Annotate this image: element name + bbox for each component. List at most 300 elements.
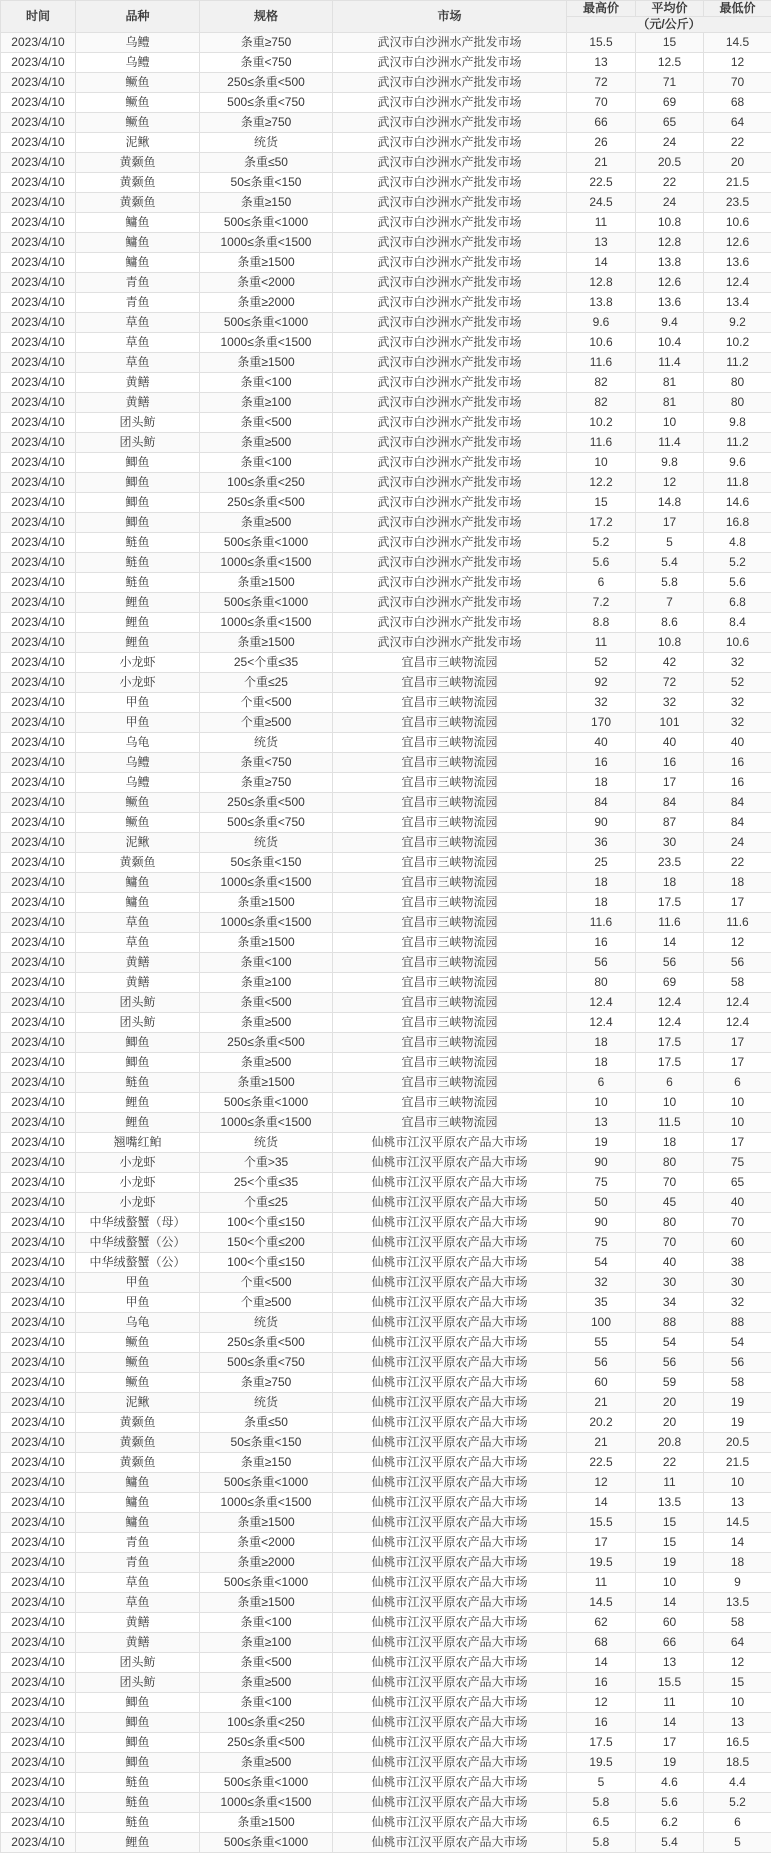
cell-species: 鳙鱼 (76, 893, 200, 913)
cell-max-price: 5.2 (567, 533, 636, 553)
cell-min-price: 80 (704, 393, 771, 413)
cell-spec: 条重<2000 (200, 1533, 333, 1553)
cell-species: 青鱼 (76, 1553, 200, 1573)
cell-market: 宜昌市三峡物流园 (333, 1053, 567, 1073)
cell-species: 乌鳢 (76, 53, 200, 73)
cell-market: 宜昌市三峡物流园 (333, 773, 567, 793)
cell-species: 鲫鱼 (76, 1713, 200, 1733)
cell-max-price: 10.2 (567, 413, 636, 433)
cell-min-price: 14.5 (704, 33, 771, 53)
cell-avg-price: 20.8 (636, 1433, 704, 1453)
cell-time: 2023/4/10 (1, 153, 76, 173)
cell-max-price: 5.6 (567, 553, 636, 573)
table-row (1, 1393, 771, 1413)
cell-min-price: 58 (704, 973, 771, 993)
cell-max-price: 75 (567, 1173, 636, 1193)
cell-time: 2023/4/10 (1, 1113, 76, 1133)
cell-spec: 条重≥1500 (200, 633, 333, 653)
table-row (1, 373, 771, 393)
cell-time: 2023/4/10 (1, 993, 76, 1013)
table-row (1, 653, 771, 673)
cell-species: 黄颡鱼 (76, 1413, 200, 1433)
cell-species: 鲢鱼 (76, 573, 200, 593)
cell-max-price: 56 (567, 1353, 636, 1373)
cell-market: 仙桃市江汉平原农产品大市场 (333, 1593, 567, 1613)
cell-max-price: 24.5 (567, 193, 636, 213)
cell-min-price: 70 (704, 1213, 771, 1233)
cell-spec: 个重>35 (200, 1153, 333, 1173)
cell-avg-price: 13.6 (636, 293, 704, 313)
cell-species: 鳜鱼 (76, 793, 200, 813)
cell-species: 鳜鱼 (76, 73, 200, 93)
cell-spec: 250≤条重<500 (200, 793, 333, 813)
cell-time: 2023/4/10 (1, 413, 76, 433)
cell-min-price: 16 (704, 753, 771, 773)
cell-min-price: 4.4 (704, 1773, 771, 1793)
cell-spec: 500≤条重<1000 (200, 1093, 333, 1113)
table-row (1, 1493, 771, 1513)
cell-spec: 条重≥750 (200, 773, 333, 793)
table-row (1, 193, 771, 213)
table-row (1, 1433, 771, 1453)
cell-market: 武汉市白沙洲水产批发市场 (333, 213, 567, 233)
cell-market: 仙桃市江汉平原农产品大市场 (333, 1813, 567, 1833)
cell-spec: 100<个重≤150 (200, 1213, 333, 1233)
cell-time: 2023/4/10 (1, 393, 76, 413)
table-row (1, 893, 771, 913)
table-row (1, 1333, 771, 1353)
cell-min-price: 14.6 (704, 493, 771, 513)
cell-time: 2023/4/10 (1, 1253, 76, 1273)
cell-min-price: 54 (704, 1333, 771, 1353)
cell-min-price: 5.6 (704, 573, 771, 593)
table-row (1, 593, 771, 613)
cell-min-price: 17 (704, 1053, 771, 1073)
cell-max-price: 100 (567, 1313, 636, 1333)
cell-market: 宜昌市三峡物流园 (333, 693, 567, 713)
cell-spec: 个重<500 (200, 693, 333, 713)
cell-spec: 条重≥150 (200, 193, 333, 213)
cell-time: 2023/4/10 (1, 1713, 76, 1733)
table-row (1, 993, 771, 1013)
cell-min-price: 20 (704, 153, 771, 173)
cell-market: 武汉市白沙洲水产批发市场 (333, 73, 567, 93)
cell-min-price: 23.5 (704, 193, 771, 213)
table-row (1, 313, 771, 333)
cell-spec: 条重≥1500 (200, 1513, 333, 1533)
cell-spec: 条重≥1500 (200, 1813, 333, 1833)
table-row (1, 1813, 771, 1833)
table-row (1, 1553, 771, 1573)
cell-time: 2023/4/10 (1, 293, 76, 313)
cell-avg-price: 81 (636, 393, 704, 413)
cell-spec: 条重≥1500 (200, 253, 333, 273)
cell-time: 2023/4/10 (1, 353, 76, 373)
cell-time: 2023/4/10 (1, 1773, 76, 1793)
cell-spec: 500≤条重<750 (200, 813, 333, 833)
cell-market: 仙桃市江汉平原农产品大市场 (333, 1193, 567, 1213)
cell-max-price: 68 (567, 1633, 636, 1653)
cell-min-price: 58 (704, 1373, 771, 1393)
cell-min-price: 58 (704, 1613, 771, 1633)
cell-market: 仙桃市江汉平原农产品大市场 (333, 1233, 567, 1253)
cell-avg-price: 40 (636, 1253, 704, 1273)
cell-avg-price: 45 (636, 1193, 704, 1213)
cell-spec: 1000≤条重<1500 (200, 1493, 333, 1513)
cell-spec: 条重≥500 (200, 1053, 333, 1073)
cell-market: 武汉市白沙洲水产批发市场 (333, 53, 567, 73)
cell-avg-price: 12.6 (636, 273, 704, 293)
cell-min-price: 22 (704, 133, 771, 153)
table-row (1, 173, 771, 193)
cell-market: 仙桃市江汉平原农产品大市场 (333, 1753, 567, 1773)
cell-avg-price: 17.5 (636, 1033, 704, 1053)
cell-max-price: 14 (567, 1493, 636, 1513)
table-row (1, 473, 771, 493)
cell-max-price: 12 (567, 1693, 636, 1713)
cell-min-price: 19 (704, 1393, 771, 1413)
table-row (1, 1273, 771, 1293)
cell-avg-price: 22 (636, 1453, 704, 1473)
cell-max-price: 32 (567, 1273, 636, 1293)
table-header (1, 1, 771, 33)
table-row (1, 813, 771, 833)
cell-market: 宜昌市三峡物流园 (333, 1013, 567, 1033)
cell-min-price: 4.8 (704, 533, 771, 553)
cell-time: 2023/4/10 (1, 373, 76, 393)
cell-min-price: 10.2 (704, 333, 771, 353)
cell-max-price: 26 (567, 133, 636, 153)
cell-max-price: 11 (567, 633, 636, 653)
cell-avg-price: 13.8 (636, 253, 704, 273)
cell-species: 黄鳝 (76, 373, 200, 393)
cell-time: 2023/4/10 (1, 753, 76, 773)
cell-market: 武汉市白沙洲水产批发市场 (333, 113, 567, 133)
cell-max-price: 18 (567, 1053, 636, 1073)
cell-time: 2023/4/10 (1, 933, 76, 953)
cell-species: 草鱼 (76, 313, 200, 333)
cell-spec: 条重≥1500 (200, 933, 333, 953)
cell-avg-price: 11.4 (636, 353, 704, 373)
cell-market: 仙桃市江汉平原农产品大市场 (333, 1133, 567, 1153)
table-row (1, 1593, 771, 1613)
cell-time: 2023/4/10 (1, 93, 76, 113)
cell-max-price: 18 (567, 893, 636, 913)
cell-max-price: 11.6 (567, 433, 636, 453)
cell-max-price: 17.5 (567, 1733, 636, 1753)
cell-market: 武汉市白沙洲水产批发市场 (333, 273, 567, 293)
cell-species: 甲鱼 (76, 1293, 200, 1313)
cell-max-price: 12 (567, 1473, 636, 1493)
table-row (1, 1233, 771, 1253)
cell-market: 仙桃市江汉平原农产品大市场 (333, 1793, 567, 1813)
cell-market: 仙桃市江汉平原农产品大市场 (333, 1313, 567, 1333)
cell-market: 武汉市白沙洲水产批发市场 (333, 193, 567, 213)
cell-species: 小龙虾 (76, 673, 200, 693)
cell-max-price: 60 (567, 1373, 636, 1393)
cell-species: 鲤鱼 (76, 1113, 200, 1133)
cell-spec: 100≤条重<250 (200, 473, 333, 493)
cell-species: 甲鱼 (76, 693, 200, 713)
cell-market: 仙桃市江汉平原农产品大市场 (333, 1433, 567, 1453)
cell-min-price: 13.5 (704, 1593, 771, 1613)
cell-max-price: 80 (567, 973, 636, 993)
cell-max-price: 10.6 (567, 333, 636, 353)
cell-min-price: 13 (704, 1493, 771, 1513)
cell-species: 鲢鱼 (76, 533, 200, 553)
cell-spec: 条重<100 (200, 1693, 333, 1713)
cell-min-price: 6 (704, 1073, 771, 1093)
cell-time: 2023/4/10 (1, 513, 76, 533)
cell-time: 2023/4/10 (1, 173, 76, 193)
cell-avg-price: 8.6 (636, 613, 704, 633)
cell-max-price: 11.6 (567, 353, 636, 373)
cell-avg-price: 17 (636, 773, 704, 793)
cell-max-price: 52 (567, 653, 636, 673)
cell-species: 团头鲂 (76, 1013, 200, 1033)
cell-species: 黄鳝 (76, 973, 200, 993)
cell-avg-price: 42 (636, 653, 704, 673)
cell-species: 团头鲂 (76, 433, 200, 453)
cell-market: 宜昌市三峡物流园 (333, 853, 567, 873)
table-row (1, 1713, 771, 1733)
cell-spec: 统货 (200, 1393, 333, 1413)
cell-time: 2023/4/10 (1, 593, 76, 613)
cell-spec: 1000≤条重<1500 (200, 333, 333, 353)
cell-time: 2023/4/10 (1, 1473, 76, 1493)
cell-time: 2023/4/10 (1, 1313, 76, 1333)
cell-species: 鲫鱼 (76, 1693, 200, 1713)
cell-market: 宜昌市三峡物流园 (333, 993, 567, 1013)
cell-spec: 条重≥150 (200, 1453, 333, 1473)
table-row (1, 1073, 771, 1093)
cell-species: 小龙虾 (76, 1193, 200, 1213)
cell-max-price: 7.2 (567, 593, 636, 613)
cell-avg-price: 5 (636, 533, 704, 553)
cell-time: 2023/4/10 (1, 1073, 76, 1093)
cell-max-price: 15 (567, 493, 636, 513)
cell-time: 2023/4/10 (1, 253, 76, 273)
table-row (1, 1193, 771, 1213)
cell-spec: 500≤条重<1000 (200, 1573, 333, 1593)
cell-time: 2023/4/10 (1, 633, 76, 653)
cell-avg-price: 60 (636, 1613, 704, 1633)
cell-avg-price: 87 (636, 813, 704, 833)
table-row (1, 493, 771, 513)
cell-min-price: 32 (704, 1293, 771, 1313)
table-body (1, 33, 771, 1853)
cell-market: 仙桃市江汉平原农产品大市场 (333, 1213, 567, 1233)
cell-time: 2023/4/10 (1, 1613, 76, 1633)
cell-max-price: 13 (567, 1113, 636, 1133)
cell-time: 2023/4/10 (1, 1273, 76, 1293)
cell-spec: 1000≤条重<1500 (200, 1113, 333, 1133)
cell-species: 黄鳝 (76, 1633, 200, 1653)
cell-market: 武汉市白沙洲水产批发市场 (333, 133, 567, 153)
cell-market: 宜昌市三峡物流园 (333, 833, 567, 853)
cell-max-price: 32 (567, 693, 636, 713)
cell-market: 仙桃市江汉平原农产品大市场 (333, 1533, 567, 1553)
cell-species: 黄颡鱼 (76, 1453, 200, 1473)
cell-avg-price: 11 (636, 1473, 704, 1493)
cell-min-price: 8.4 (704, 613, 771, 633)
cell-max-price: 82 (567, 393, 636, 413)
cell-max-price: 5.8 (567, 1833, 636, 1853)
cell-avg-price: 14.8 (636, 493, 704, 513)
table-row (1, 393, 771, 413)
table-row (1, 933, 771, 953)
cell-avg-price: 14 (636, 933, 704, 953)
table-row (1, 1293, 771, 1313)
cell-avg-price: 81 (636, 373, 704, 393)
cell-spec: 条重<2000 (200, 273, 333, 293)
cell-min-price: 10 (704, 1093, 771, 1113)
table-row (1, 233, 771, 253)
cell-max-price: 21 (567, 153, 636, 173)
cell-min-price: 9 (704, 1573, 771, 1593)
cell-market: 宜昌市三峡物流园 (333, 1113, 567, 1133)
cell-spec: 500≤条重<1000 (200, 593, 333, 613)
cell-avg-price: 20 (636, 1413, 704, 1433)
cell-max-price: 8.8 (567, 613, 636, 633)
table-row (1, 1693, 771, 1713)
cell-species: 中华绒螯蟹（母） (76, 1213, 200, 1233)
cell-max-price: 16 (567, 933, 636, 953)
cell-min-price: 32 (704, 693, 771, 713)
cell-avg-price: 6 (636, 1073, 704, 1093)
cell-spec: 50≤条重<150 (200, 173, 333, 193)
cell-max-price: 92 (567, 673, 636, 693)
cell-market: 仙桃市江汉平原农产品大市场 (333, 1453, 567, 1473)
cell-avg-price: 17.5 (636, 893, 704, 913)
cell-time: 2023/4/10 (1, 233, 76, 253)
cell-min-price: 84 (704, 813, 771, 833)
cell-spec: 条重≤50 (200, 153, 333, 173)
col-header-max-price: 最高价 (567, 1, 636, 17)
cell-time: 2023/4/10 (1, 73, 76, 93)
cell-species: 乌龟 (76, 1313, 200, 1333)
cell-species: 中华绒螯蟹（公） (76, 1253, 200, 1273)
cell-spec: 条重≥750 (200, 113, 333, 133)
cell-market: 武汉市白沙洲水产批发市场 (333, 393, 567, 413)
cell-market: 武汉市白沙洲水产批发市场 (333, 313, 567, 333)
cell-market: 宜昌市三峡物流园 (333, 1073, 567, 1093)
cell-min-price: 17 (704, 1033, 771, 1053)
cell-species: 黄颡鱼 (76, 193, 200, 213)
table-row (1, 773, 771, 793)
cell-spec: 50≤条重<150 (200, 1433, 333, 1453)
cell-spec: 条重<100 (200, 953, 333, 973)
cell-time: 2023/4/10 (1, 813, 76, 833)
cell-avg-price: 66 (636, 1633, 704, 1653)
cell-species: 黄颡鱼 (76, 173, 200, 193)
cell-market: 武汉市白沙洲水产批发市场 (333, 493, 567, 513)
cell-max-price: 6 (567, 1073, 636, 1093)
cell-species: 青鱼 (76, 1533, 200, 1553)
cell-species: 鲫鱼 (76, 513, 200, 533)
cell-max-price: 14.5 (567, 1593, 636, 1613)
cell-species: 鲫鱼 (76, 493, 200, 513)
cell-time: 2023/4/10 (1, 1673, 76, 1693)
cell-species: 黄鳝 (76, 393, 200, 413)
cell-avg-price: 14 (636, 1593, 704, 1613)
cell-avg-price: 56 (636, 953, 704, 973)
cell-species: 黄颡鱼 (76, 1433, 200, 1453)
cell-avg-price: 10.8 (636, 633, 704, 653)
table-row (1, 1753, 771, 1773)
cell-spec: 条重≥500 (200, 1013, 333, 1033)
cell-time: 2023/4/10 (1, 113, 76, 133)
cell-avg-price: 9.4 (636, 313, 704, 333)
cell-spec: 条重<750 (200, 753, 333, 773)
cell-avg-price: 7 (636, 593, 704, 613)
cell-avg-price: 14 (636, 1713, 704, 1733)
cell-time: 2023/4/10 (1, 1653, 76, 1673)
table-row (1, 1793, 771, 1813)
cell-market: 仙桃市江汉平原农产品大市场 (333, 1833, 567, 1853)
cell-avg-price: 15 (636, 1533, 704, 1553)
cell-max-price: 14 (567, 253, 636, 273)
cell-avg-price: 17 (636, 1733, 704, 1753)
cell-market: 仙桃市江汉平原农产品大市场 (333, 1693, 567, 1713)
cell-species: 鲢鱼 (76, 1813, 200, 1833)
cell-max-price: 9.6 (567, 313, 636, 333)
cell-avg-price: 20 (636, 1393, 704, 1413)
cell-time: 2023/4/10 (1, 793, 76, 813)
cell-market: 宜昌市三峡物流园 (333, 933, 567, 953)
cell-avg-price: 12.5 (636, 53, 704, 73)
cell-species: 鳜鱼 (76, 1333, 200, 1353)
cell-max-price: 12.4 (567, 1013, 636, 1033)
cell-species: 黄颡鱼 (76, 853, 200, 873)
cell-avg-price: 10.4 (636, 333, 704, 353)
table-row (1, 1313, 771, 1333)
cell-species: 鲢鱼 (76, 1073, 200, 1093)
cell-species: 鳙鱼 (76, 233, 200, 253)
cell-species: 乌鳢 (76, 33, 200, 53)
cell-species: 鲢鱼 (76, 1793, 200, 1813)
cell-spec: 条重≥100 (200, 973, 333, 993)
cell-avg-price: 11.6 (636, 913, 704, 933)
cell-species: 鲢鱼 (76, 553, 200, 573)
cell-max-price: 90 (567, 1213, 636, 1233)
cell-spec: 条重≥100 (200, 1633, 333, 1653)
cell-max-price: 20.2 (567, 1413, 636, 1433)
cell-min-price: 70 (704, 73, 771, 93)
cell-spec: 25<个重≤35 (200, 1173, 333, 1193)
cell-avg-price: 17.5 (636, 1053, 704, 1073)
table-row (1, 573, 771, 593)
cell-time: 2023/4/10 (1, 133, 76, 153)
table-row (1, 1213, 771, 1233)
cell-time: 2023/4/10 (1, 653, 76, 673)
cell-avg-price: 13 (636, 1653, 704, 1673)
table-row (1, 913, 771, 933)
cell-market: 仙桃市江汉平原农产品大市场 (333, 1713, 567, 1733)
cell-avg-price: 12 (636, 473, 704, 493)
cell-market: 仙桃市江汉平原农产品大市场 (333, 1613, 567, 1633)
cell-avg-price: 70 (636, 1173, 704, 1193)
cell-max-price: 72 (567, 73, 636, 93)
cell-market: 武汉市白沙洲水产批发市场 (333, 93, 567, 113)
cell-spec: 条重≥1500 (200, 353, 333, 373)
table-row (1, 433, 771, 453)
table-row (1, 1733, 771, 1753)
cell-min-price: 40 (704, 733, 771, 753)
cell-spec: 条重<100 (200, 1613, 333, 1633)
cell-time: 2023/4/10 (1, 1233, 76, 1253)
cell-min-price: 13.4 (704, 293, 771, 313)
